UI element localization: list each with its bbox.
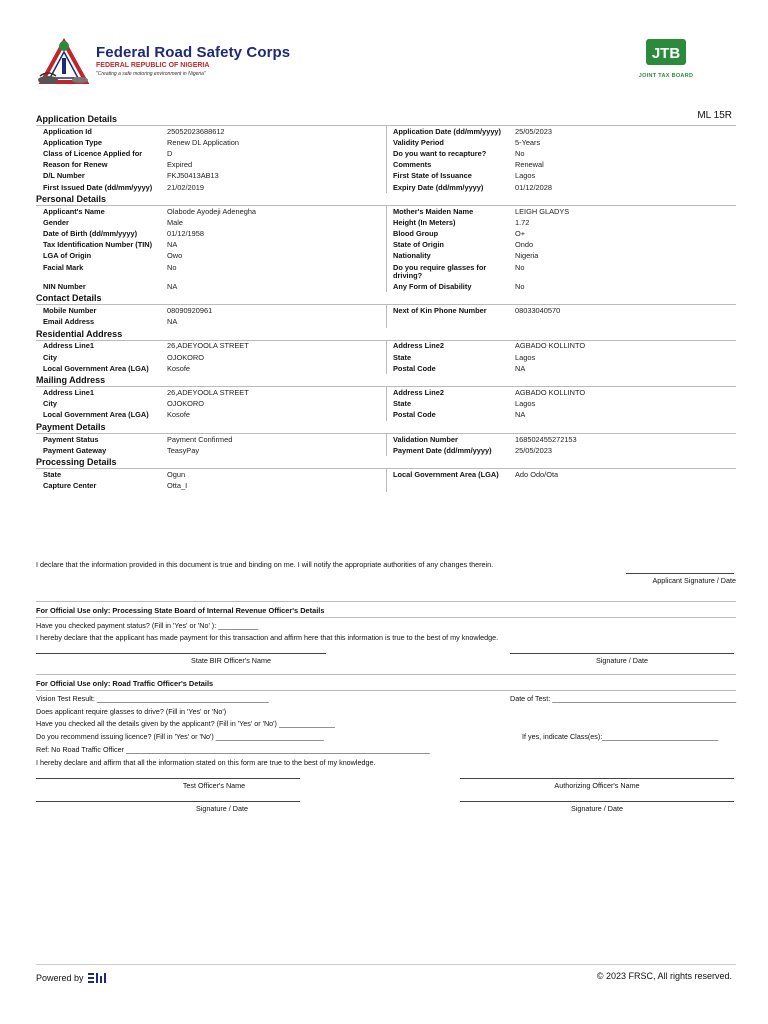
section <box>36 456 736 491</box>
field-row <box>387 341 736 352</box>
field-label: Validation Number <box>393 434 458 444</box>
field-label: Blood Group <box>393 229 439 239</box>
section-title: Payment Details <box>36 421 106 432</box>
field-row <box>36 317 386 328</box>
field-row <box>387 363 736 374</box>
field-row <box>36 281 386 292</box>
authorizing-officer-label: Authorizing Officer's Name <box>554 781 640 790</box>
field-value: Payment Confirmed <box>167 434 233 444</box>
glasses-question: Does applicant require glasses to drive? (Fill in 'Yes' or 'No') <box>36 707 227 716</box>
test-officer-signature-line <box>36 801 300 802</box>
section-column-left <box>36 341 386 375</box>
class-indication-field: If yes, indicate Class(es):_____________________________ <box>522 732 719 741</box>
field-label: LGA of Origin <box>43 251 92 261</box>
field-label: Mother's Maiden Name <box>393 206 474 216</box>
section-grid <box>36 126 736 193</box>
field-label: Reason for Renew <box>43 160 108 170</box>
section <box>36 113 736 193</box>
field-value: 08090920961 <box>167 306 213 316</box>
field-value: NA <box>167 281 178 291</box>
copyright: © 2023 FRSC, All rights reserved. <box>596 971 732 981</box>
applicant-signature-label: Applicant Signature / Date <box>652 576 736 585</box>
road-traffic-officer-ref: Ref: No Road Traffic Officer ____________________________________________________________________________ <box>36 745 430 754</box>
bir-declaration: I hereby declare that the applicant has made payment for this transaction and affirm here that this information is true to the best of my knowledge. <box>36 633 499 642</box>
field-label: State of Origin <box>393 240 444 250</box>
field-value: AGBADO KOLLINTO <box>515 387 586 397</box>
field-row <box>36 341 386 352</box>
field-row <box>36 160 386 171</box>
field-row <box>387 445 736 456</box>
field-label: Expiry Date (dd/mm/yyyy) <box>393 182 484 192</box>
field-row <box>387 160 736 171</box>
field-row <box>36 148 386 159</box>
field-value: 168502455272153 <box>515 434 577 444</box>
field-label: Comments <box>393 160 432 170</box>
section-grid <box>36 434 736 456</box>
field-label: Do you require glasses for driving? <box>393 262 487 280</box>
field-row <box>387 229 736 240</box>
field-row <box>36 251 386 262</box>
section <box>36 421 736 456</box>
field-value: Owo <box>167 251 183 261</box>
field-label: Address Line1 <box>43 341 94 351</box>
application-sections <box>36 113 736 492</box>
field-row <box>36 182 386 193</box>
field-label: Next of Kin Phone Number <box>393 306 487 316</box>
field-label: Local Government Area (LGA) <box>393 469 499 479</box>
field-value: NA <box>515 363 526 373</box>
authorizing-signature-label: Signature / Date <box>571 804 623 813</box>
field-label: Payment Date (dd/mm/yyyy) <box>393 445 492 455</box>
field-row <box>36 469 386 480</box>
field-row <box>387 262 736 281</box>
field-row <box>387 240 736 251</box>
field-label <box>43 275 167 280</box>
bir-signature-line <box>510 653 734 654</box>
jtb-logo <box>626 38 706 79</box>
field-label: Applicant's Name <box>43 206 105 216</box>
field-label: Application Date (dd/mm/yyyy) <box>393 126 502 136</box>
field-value: 26,ADEYOOLA STREET <box>167 387 249 397</box>
field-label: Postal Code <box>393 410 436 420</box>
field-label: Local Government Area (LGA) <box>43 410 149 420</box>
divider <box>36 601 736 602</box>
divider <box>36 690 736 691</box>
field-row <box>387 148 736 159</box>
authorizing-signature-line <box>460 801 734 802</box>
test-officer-name-label: Test Officer's Name <box>182 781 246 790</box>
field-value: Ado Odo/Ota <box>515 469 559 479</box>
org-slogan: "Creating a safe motoring environment in Nigeria" <box>96 71 206 77</box>
field-row <box>36 305 386 316</box>
field-row <box>387 251 736 262</box>
field-row <box>387 469 736 480</box>
field-label: Facial Mark <box>43 262 84 272</box>
frsc-crest-icon <box>36 36 92 88</box>
field-label: Class of Licence Applied for <box>43 148 143 158</box>
field-value: Olabode Ayodeji Adenegha <box>167 206 257 216</box>
field-value: NA <box>515 410 526 420</box>
section-column-left <box>36 126 386 193</box>
field-value: Male <box>167 217 184 227</box>
section-column-left <box>36 434 386 456</box>
field-value: 21/02/2019 <box>167 182 204 192</box>
field-label: Address Line2 <box>393 341 444 351</box>
powered-by-text: Powered by <box>36 973 84 983</box>
field-value: No <box>515 262 525 272</box>
field-row <box>36 217 386 228</box>
field-value: LEIGH GLADYS <box>515 206 570 216</box>
bir-payment-question: Have you checked payment status? (Fill in 'Yes' or 'No' ): __________ <box>36 621 259 630</box>
field-label: State <box>43 469 62 479</box>
authorizing-officer-line <box>460 778 734 779</box>
field-value: Ogun <box>167 469 186 479</box>
field-label: Application Type <box>43 137 102 147</box>
field-row <box>387 206 736 217</box>
test-officer-name-line <box>36 778 300 779</box>
field-label: Address Line2 <box>393 387 444 397</box>
section-grid <box>36 387 736 421</box>
section <box>36 193 736 292</box>
field-row <box>36 410 386 421</box>
section-column-right <box>386 387 736 421</box>
section-column-left <box>36 387 386 421</box>
section <box>36 374 736 421</box>
field-value: 08033040570 <box>515 306 561 316</box>
section <box>36 328 736 375</box>
field-label: City <box>43 352 57 362</box>
field-value: FKJ50413AB13 <box>167 171 219 181</box>
field-label: NIN Number <box>43 281 86 291</box>
field-row <box>387 171 736 182</box>
field-label: City <box>43 399 57 409</box>
field-label: Any Form of Disability <box>393 281 472 291</box>
date-of-test-field: Date of Test: ______________________________________________ <box>510 694 737 703</box>
field-label: Capture Center <box>43 481 97 491</box>
section-title: Mailing Address <box>36 375 106 386</box>
section-column-left <box>36 206 386 292</box>
field-row <box>387 399 736 410</box>
field-value: Otta_I <box>167 481 188 491</box>
field-value: D <box>167 148 173 158</box>
section-grid <box>36 206 736 292</box>
field-value: TeasyPay <box>167 445 200 455</box>
field-label: Tax Identification Number (TIN) <box>43 240 153 250</box>
section-column-right <box>386 341 736 375</box>
applicant-signature-line <box>626 573 734 574</box>
recommend-licence-question: Do you recommend issuing licence? (Fill in 'Yes' or 'No') ___________________________ <box>36 732 324 741</box>
field-row <box>387 305 736 316</box>
rto-heading: For Official Use only: Road Traffic Officer's Details <box>36 679 214 688</box>
field-label: Payment Status <box>43 434 99 444</box>
field-value: Expired <box>167 160 193 170</box>
section-column-right <box>386 434 736 456</box>
section-grid <box>36 469 736 491</box>
field-row <box>36 387 386 398</box>
field-value: Lagos <box>515 399 536 409</box>
field-value: NA <box>167 240 178 250</box>
field-row <box>387 410 736 421</box>
test-officer-signature-label: Signature / Date <box>196 804 248 813</box>
section-grid <box>36 305 736 327</box>
field-row <box>36 171 386 182</box>
field-label: State <box>393 352 412 362</box>
field-row <box>387 434 736 445</box>
field-label: Height (In Meters) <box>393 217 456 227</box>
field-label: First State of Issuance <box>393 171 472 181</box>
jtb-mark-text: JTB <box>651 45 681 62</box>
jtb-logo-icon <box>645 38 687 66</box>
field-label: State <box>393 399 412 409</box>
vendor-logo-icon <box>88 973 106 983</box>
field-row <box>36 262 386 273</box>
field-value: NA <box>167 317 178 327</box>
field-label: Do you want to recapture? <box>393 148 487 158</box>
divider <box>36 617 736 618</box>
field-value: No <box>515 281 525 291</box>
jtb-name: JOINT TAX BOARD <box>638 73 694 79</box>
field-label: Local Government Area (LGA) <box>43 363 149 373</box>
field-row <box>36 240 386 251</box>
field-row <box>387 387 736 398</box>
field-row <box>36 434 386 445</box>
field-label: Address Line1 <box>43 387 94 397</box>
field-value: 01/12/1958 <box>167 229 204 239</box>
field-value: Nigeria <box>515 251 539 261</box>
field-value: Renew DL Application <box>167 137 240 147</box>
frsc-branding <box>96 44 290 77</box>
field-row <box>387 137 736 148</box>
declaration-text: I declare that the information provided in this document is true and binding on me. I will notify the appropriate authorities of any changes therein. <box>36 560 494 569</box>
document-header <box>36 36 736 96</box>
field-value: 25/05/2023 <box>515 126 552 136</box>
field-label: D/L Number <box>43 171 85 181</box>
field-value: Kosofe <box>167 410 191 420</box>
section-column-right <box>386 469 736 491</box>
field-row <box>387 217 736 228</box>
field-row <box>36 481 386 492</box>
section-title: Application Details <box>36 114 118 124</box>
field-row <box>36 206 386 217</box>
rto-affirmation: I hereby declare and affirm that all the information stated on this form are true to the best of my knowledge. <box>36 758 376 767</box>
section-column-right <box>386 305 736 327</box>
field-value: No <box>167 262 177 272</box>
section-grid <box>36 341 736 375</box>
field-label: Validity Period <box>393 137 444 147</box>
field-value: 25/05/2023 <box>515 445 552 455</box>
field-row <box>36 126 386 137</box>
field-row <box>387 126 736 137</box>
field-value: Renewal <box>515 160 544 170</box>
field-value: Ondo <box>515 240 534 250</box>
bir-signature-label: Signature / Date <box>596 656 648 665</box>
org-subtitle: FEDERAL REPUBLIC OF NIGERIA <box>96 62 210 69</box>
field-value: 5-Years <box>515 137 541 147</box>
field-value: 26,ADEYOOLA STREET <box>167 341 249 351</box>
bir-officer-name-label: State BIR Officer's Name <box>191 656 271 665</box>
field-row <box>36 363 386 374</box>
details-checked-question: Have you checked all the details given by the applicant? (Fill in 'Yes' or 'No') ______________ <box>36 719 335 728</box>
bir-heading: For Official Use only: Processing State Board of Internal Revenue Officer's Details <box>36 606 325 615</box>
section-column-left <box>36 305 386 327</box>
section-title: Residential Address <box>36 328 123 339</box>
field-label: Postal Code <box>393 363 436 373</box>
divider <box>36 674 736 675</box>
field-label: Date of Birth (dd/mm/yyyy) <box>43 229 138 239</box>
form-code: ML 15R <box>697 110 732 121</box>
field-label: Gender <box>43 217 69 227</box>
field-value: O+ <box>515 229 526 239</box>
field-row <box>36 445 386 456</box>
field-row <box>36 229 386 240</box>
field-row <box>36 137 386 148</box>
field-value: OJOKORO <box>167 399 204 409</box>
field-value: 1.72 <box>515 217 530 227</box>
field-label: Mobile Number <box>43 306 97 316</box>
footer-divider <box>36 964 736 965</box>
field-label: Nationality <box>393 251 431 261</box>
field-label: Email Address <box>43 317 95 327</box>
field-value: AGBADO KOLLINTO <box>515 341 586 351</box>
field-label: First Issued Date (dd/mm/yyyy) <box>43 182 153 192</box>
field-value: 01/12/2028 <box>515 182 552 192</box>
powered-by <box>36 973 106 983</box>
field-value: Lagos <box>515 352 536 362</box>
vision-test-field: Vision Test Result: ___________________________________________ <box>36 694 269 703</box>
field-value: Kosofe <box>167 363 191 373</box>
field-row <box>36 399 386 410</box>
org-title: Federal Road Safety Corps <box>96 44 291 61</box>
bir-officer-name-line <box>36 653 326 654</box>
field-row <box>387 182 736 193</box>
field-label: Application Id <box>43 126 92 136</box>
section-title: Personal Details <box>36 194 107 205</box>
section-title: Contact Details <box>36 293 102 304</box>
section <box>36 292 736 327</box>
field-row <box>36 352 386 363</box>
field-row <box>36 273 386 281</box>
field-label: Payment Gateway <box>43 445 107 455</box>
field-row <box>387 352 736 363</box>
field-value: Lagos <box>515 171 536 181</box>
field-value: No <box>515 148 525 158</box>
section-column-right <box>386 126 736 193</box>
section-title: Processing Details <box>36 457 117 468</box>
section-column-left <box>36 469 386 491</box>
field-value: OJOKORO <box>167 352 204 362</box>
field-value: 25052023688612 <box>167 126 225 136</box>
field-row <box>387 281 736 292</box>
section-column-right <box>386 206 736 292</box>
